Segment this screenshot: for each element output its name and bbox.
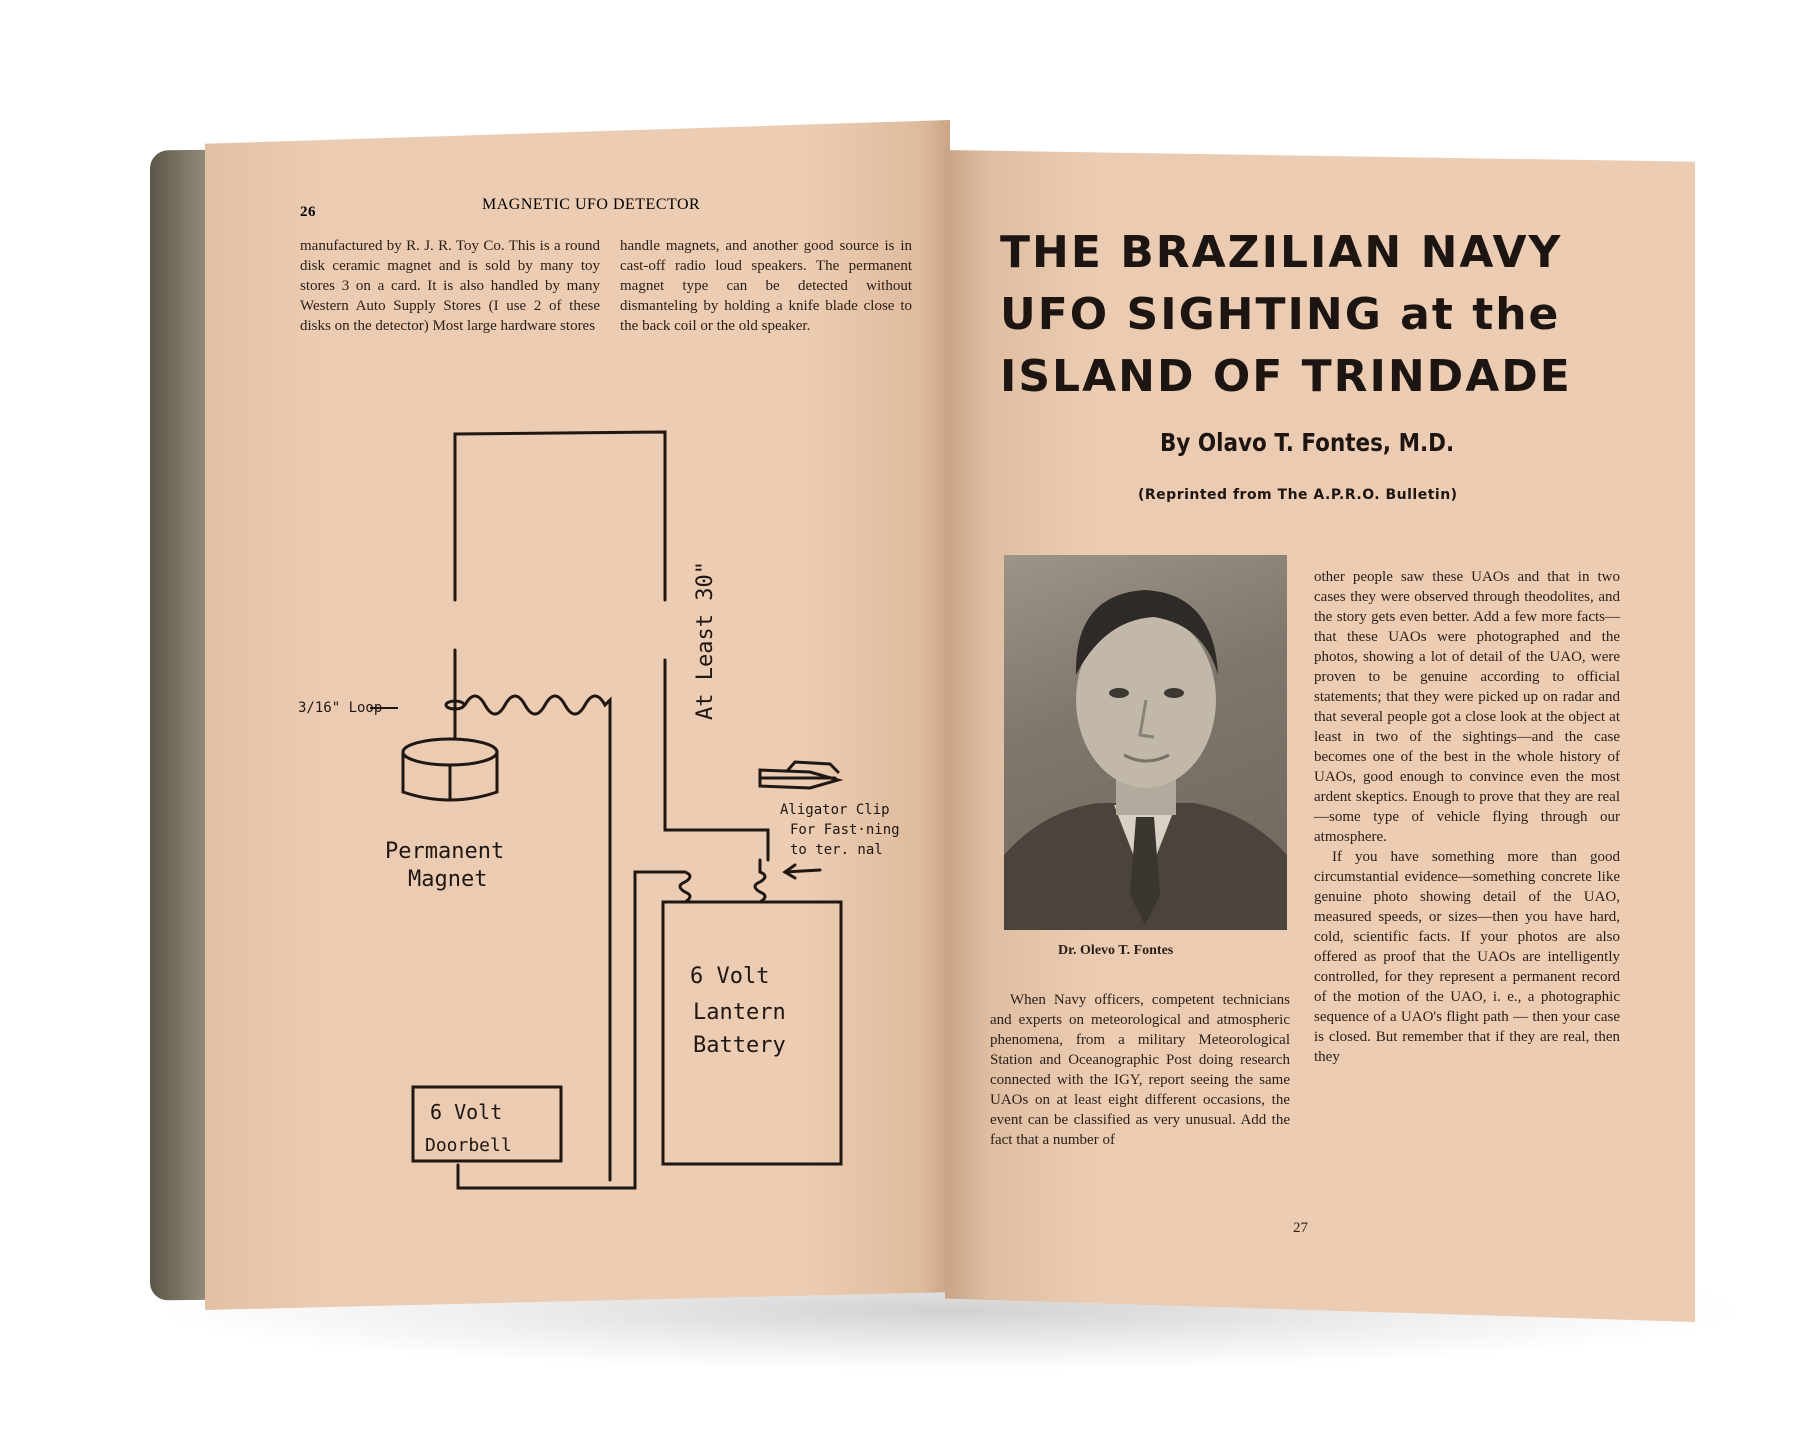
portrait-illustration <box>1004 555 1287 930</box>
antenna-wire <box>455 432 665 600</box>
byline: By Olavo T. Fontes, M.D. <box>1160 428 1455 457</box>
right-text-column-1 <box>990 990 1290 1150</box>
right-col2-para-1: other people saw these UAOs and that in two cases they were observed through theodolites, and the story gets even better. Add a few more facts—that these UAOs were photographed and the photos, showing a lot of detail of the UAO, were proven to be genuine according to official statements; that they were picked up on radar and that several people got a close look at the object at least in two of the sightings—and the case becomes one of the best in the whole history of UAOs, good enough to convince even the most ardent skeptics. Enough to prove that they are real—some type of vehicle flying through our atmosphere. <box>1314 569 1620 845</box>
right-text-column-2 <box>1314 567 1620 1067</box>
alligator-clip <box>760 770 838 788</box>
article-title <box>1000 222 1572 408</box>
battery-label-3: Battery <box>693 1033 786 1058</box>
reprint-note: (Reprinted from The A.P.R.O. Bulletin) <box>1138 487 1458 503</box>
left-text-column-1 <box>300 236 600 336</box>
right-page-number: 27 <box>1293 1220 1308 1236</box>
doorbell-label-2: Doorbell <box>425 1135 512 1156</box>
author-portrait-photo <box>1004 555 1287 930</box>
loop-label: 3/16" Loop <box>298 700 383 716</box>
circuit-diagram <box>290 420 930 1210</box>
right-col1-text: When Navy officers, competent technicians and experts on meteorological and atmospheric phenomena, from a military Meteorological Station and Oceanographic Post doing research connected with the IGY, report seeing the same UAOs on at least eight different occasions, the event can be classified as very unusual. Add the fact that a number of <box>990 992 1290 1148</box>
left-col1-text: manufactured by R. J. R. Toy Co. This is a round disk ceramic magnet and is sold by many toy stores 3 on a card. It is also handled by many Western Auto Supply Stores (I use 2 of these disks on the detector) Most large hardware stores <box>300 238 600 334</box>
battery-label-2: Lantern <box>693 1000 786 1025</box>
magnet-label-1: Permanent <box>385 839 505 864</box>
doorbell-label-1: 6 Volt <box>430 1100 503 1124</box>
magnet-label-2: Magnet <box>408 867 488 892</box>
left-text-column-2 <box>620 236 912 336</box>
left-col2-text: handle magnets, and another good source is in cast-off radio loud speakers. The permanent magnet type can be detected without dismanteling by holding a knife blade close to the back coil or the old speaker. <box>620 238 912 334</box>
title-line-2: UFO SIGHTING at the <box>1000 289 1561 340</box>
running-head: MAGNETIC UFO DETECTOR <box>482 196 701 213</box>
left-page-number: 26 <box>300 204 316 220</box>
clip-label-1: Aligator Clip <box>780 802 890 818</box>
wire-length-label: At Least 30" <box>693 561 718 720</box>
battery-label-1: 6 Volt <box>690 964 770 989</box>
photo-caption: Dr. Olevo T. Fontes <box>1058 943 1174 958</box>
right-col2-para-2: If you have something more than good circumstantial evidence—something concrete like genuine photo showing detail of the UAO, measured speeds, or sizes—then you have hard, cold, scientific facts. If your photos are also offered as proof that the UAOs are intelligently controlled, for they represent a permanent record of the motion of the UAO, i. e., a photographic sequence of a UAO's flight path — then your case is closed. But remember that if they are real, then they <box>1314 849 1620 1065</box>
clip-label-3: to ter. nal <box>790 842 883 858</box>
title-line-1: THE BRAZILIAN NAVY <box>1000 227 1563 278</box>
clip-label-2: For Fast·ning <box>790 822 900 838</box>
title-line-3: ISLAND OF TRINDADE <box>1000 351 1572 402</box>
